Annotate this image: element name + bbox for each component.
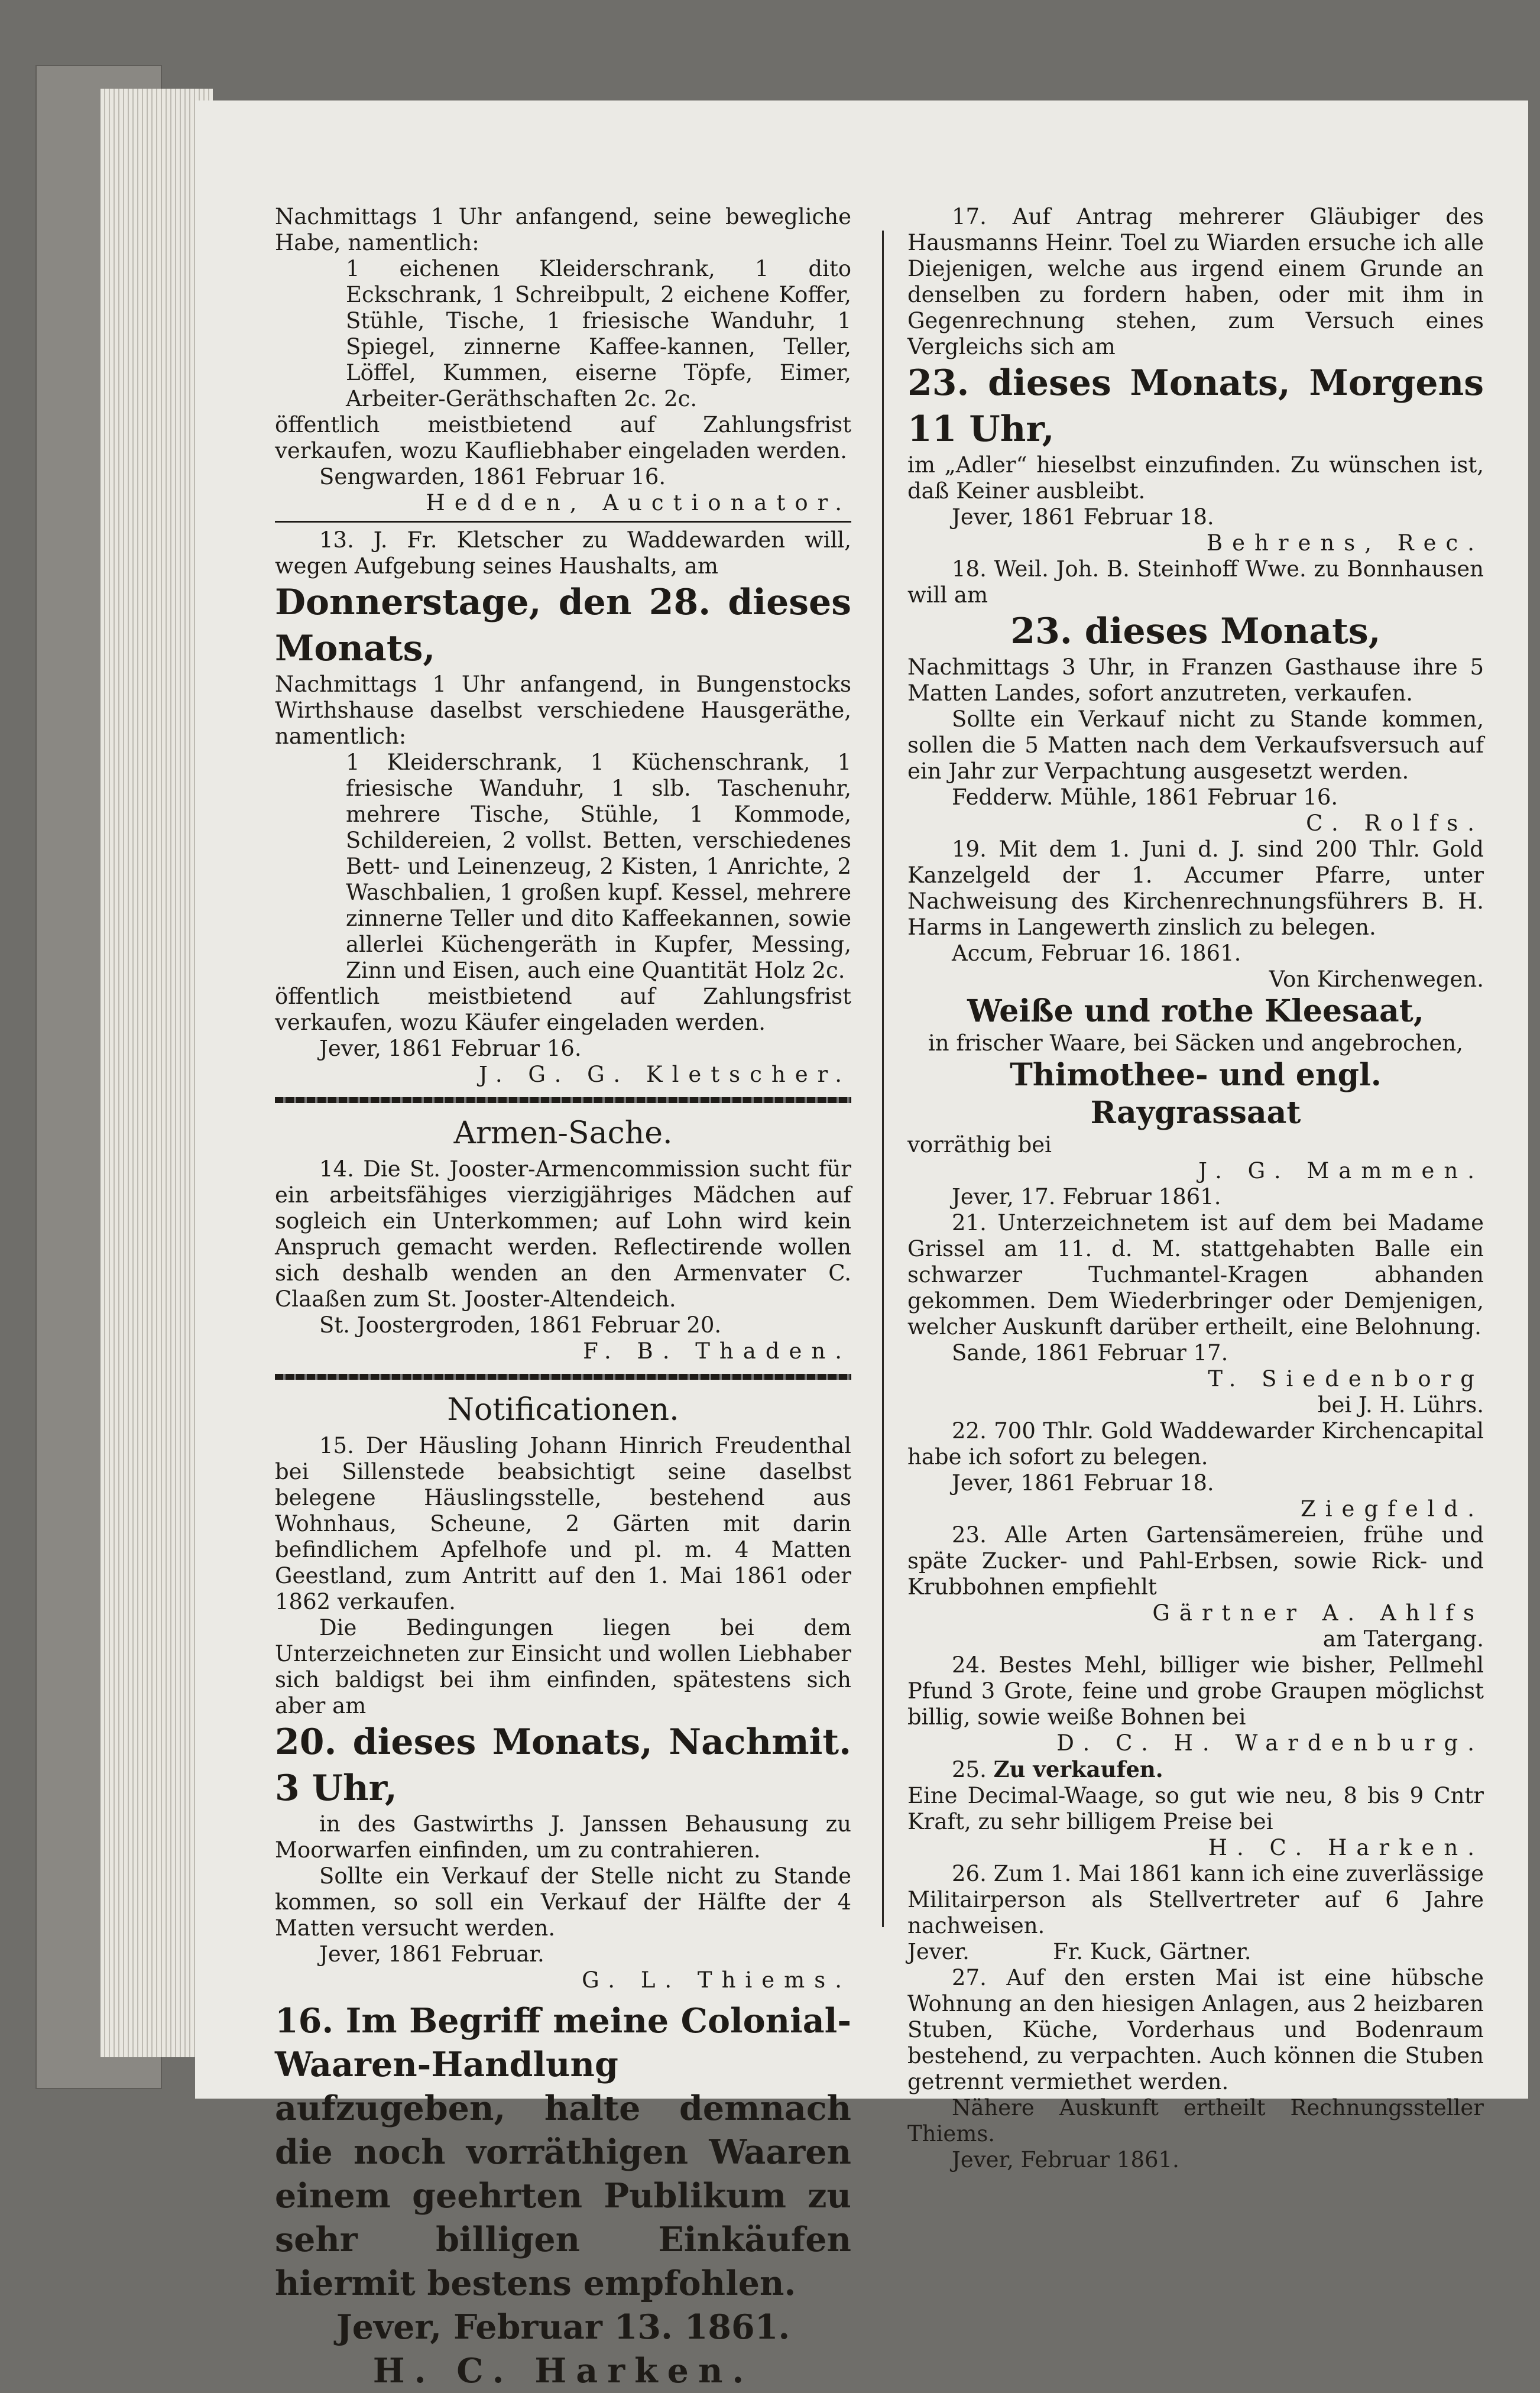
ad15-place: Jever, 1861 Februar. [319,1941,544,1967]
ad20-place: Jever, 17. Februar 1861. [952,1184,1221,1210]
ad12-text: öffentlich meistbietend auf Zahlungsfrist verkaufen, wozu Kaufliebhaber eingeladen werden. [275,412,851,463]
ad13-date: Donnerstage, den 28. dieses Monats, [275,582,851,669]
ad15-text4: Sollte ein Verkauf der Stelle nicht zu Stande kommen, so soll ein Verkauf der Hälfte der 4 Matten versucht werden. [275,1863,851,1941]
separator [275,521,851,523]
ad15-text2: Die Bedingungen liegen bei dem Unterzeichneten zur Einsicht und wollen Liebhaber sich baldigst bei ihm einfinden, spätestens sich aber am [275,1615,851,1718]
ad23-text: 23. Alle Arten Gartensämereien, frühe und späte Zucker- und Pahl-Erbsen, sowie Rick- und Krubbohnen empfiehlt [907,1522,1484,1600]
ad25-title: Zu verkaufen. [993,1756,1163,1782]
ad15-text3: in des Gastwirths J. Janssen Behausung zu Moorwarfen einfinden, um zu contrahieren. [275,1811,851,1863]
ad12-place: Sengwarden, 1861 Februar 16. [319,464,666,489]
ad16-body: Im Begriff meine Colonial-Waaren-Handlung aufzugeben, halte demnach die noch vorräthigen Waaren einem geehrten Publikum zu sehr billigen Einkäufen hiermit bestens empfohlen. [275,2001,851,2303]
ad13-place: Jever, 1861 Februar 16. [319,1036,582,1061]
ad13-signature: J. G. G. Kletscher. [478,1062,851,1087]
ad18-signature: C. Rolfs. [1306,810,1484,836]
ad16-signature: H. C. Harken. [372,2351,754,2391]
ad20-heading: Weiße und rothe Kleesaat, [967,993,1424,1029]
column-divider [882,231,884,1927]
ad15-text: 15. Der Häusling Johann Hinrich Freudenthal bei Sillenstede beabsichtigt seine daselbst belegene Häuslingsstelle, bestehend aus Wohnhaus, Scheune, 2 Gärten mit darin befindlichem Apfelhofe und pl. m. 4 Matten Geestland, zum Antritt auf den 1. Mai 1861 oder 1862 verkaufen. [275,1433,851,1614]
ad21-signature2: bei J. H. Lührs. [1317,1392,1484,1418]
ad25-signature: H. C. Harken. [1208,1835,1484,1860]
ad18-date: 23. dieses Monats, [1010,611,1381,652]
ad12-line: Nachmittags 1 Uhr anfangend, seine bewegliche Habe, namentlich: [275,204,851,255]
ad15-date: 20. dieses Monats, Nachmit. 3 Uhr, [275,1721,851,1809]
ad13-intro: 13. J. Fr. Kletscher zu Waddewarden will, wegen Aufgebung seines Haushalts, am [275,527,851,579]
ad20-line: in frischer Waare, bei Säcken und angebrochen, [928,1030,1464,1056]
ad12-signature: Hedden, Auctionator. [426,490,851,515]
ad13-list: 1 Kleiderschrank, 1 Küchenschrank, 1 friesische Wanduhr, 1 slb. Taschenuhr, mehrere Tische, Stühle, 1 Kommode, Schildereien, 2 vollst. Betten, verschiedenes Bett- und Leinenzeug, 2 Kisten, 1 Anrichte, 2 Waschbalien, 1 großen kupf. Kessel, mehrere zinnerne Teller und dito Kaffeekannen, sowie allerlei Küchengeräth in Kupfer, Messing, Zinn und Eisen, auch eine Quantität Holz 2c. [346,750,851,983]
ad25-heading [907,1756,1484,1783]
ad17-place: Jever, 1861 Februar 18. [952,504,1214,530]
ad22-signature: Ziegfeld. [1301,1496,1484,1522]
ad17-text2: im „Adler“ hieselbst einzufinden. Zu wünschen ist, daß Keiner ausbleibt. [907,452,1484,504]
ad26-text: 26. Zum 1. Mai 1861 kann ich eine zuverlässige Militairperson als Stellvertreter auf 6 Jahre nachweisen. [907,1861,1484,1938]
ad25-text: Eine Decimal-Waage, so gut wie neu, 8 bis 9 Cntr Kraft, zu sehr billigem Preise bei [907,1783,1484,1834]
ad14-text: 14. Die St. Jooster-Armencommission sucht für ein arbeitsfähiges vierzigjähriges Mädchen auf sogleich ein Unterkommen; auf Lohn wird kein Anspruch gemacht werden. Reflectirende wollen sich deshalb wenden an den Armenvater C. Claaßen zum St. Jooster-Altendeich. [275,1156,851,1312]
ad20-signature: J. G. Mammen. [1198,1158,1484,1183]
ad24-signature: D. C. H. Wardenburg. [1056,1730,1484,1756]
ad20-line2: vorräthig bei [907,1132,1052,1157]
right-column [907,204,1484,2173]
ad27-text: 27. Auf den ersten Mai ist eine hübsche Wohnung an den hiesigen Anlagen, aus 2 heizbaren Stuben, Küche, Vorderhaus und Bodenraum bestehend, zu verpachten. Auch können die Stuben getrennt vermiethet werden. [907,1965,1484,2094]
ad21-signature: T. Siedenborg [1208,1366,1484,1392]
ad22-place: Jever, 1861 Februar 18. [952,1470,1214,1496]
left-column [275,204,851,2393]
ad18-place: Fedderw. Mühle, 1861 Februar 16. [952,784,1338,810]
ad17-text: 17. Auf Antrag mehrerer Gläubiger des Hausmanns Heinr. Toel zu Wiarden ersuche ich alle Diejenigen, welche aus irgend einem Grunde an denselben zu fordern haben, oder mit ihm in Gegenrechnung stehen, zum Versuch eines Vergleichs sich am [907,204,1484,359]
ad17-signature: Behrens, Rec. [1206,530,1484,556]
ad23-signature2: am Tatergang. [1322,1626,1484,1652]
ad19-signature: Von Kirchenwegen. [1269,967,1484,992]
ad21-place: Sande, 1861 Februar 17. [952,1340,1228,1366]
ad27-place: Jever, Februar 1861. [952,2147,1179,2172]
section-heading-notificationen: Notificationen. [447,1392,679,1428]
section-rule [275,1097,851,1103]
ad13-text: Nachmittags 1 Uhr anfangend, in Bungenstocks Wirthshause daselbst verschiedene Hausgeräthe, namentlich: [275,672,851,749]
ad26-footer [907,1939,1484,1965]
ad26-place: Jever. [907,1939,970,1964]
ad16-text [275,1999,851,2306]
ad20-heading2: Thimothee- und engl. Raygrassaat [1010,1057,1382,1131]
section-heading-armen: Armen-Sache. [453,1116,673,1151]
ad21-text: 21. Unterzeichnetem ist auf dem bei Madame Grissel am 11. d. M. stattgehabten Balle ein schwarzer Tuchmantel-Kragen abhanden gekommen. Dem Wiederbringer oder Demjenigen, welcher Auskunft darüber ertheilt, eine Belohnung. [907,1210,1484,1340]
ad19-text: 19. Mit dem 1. Juni d. J. sind 200 Thlr. Gold Kanzelgeld der 1. Accumer Pfarre, unter Nachweisung des Kirchenrechnungsführers B. H. Harms in Langewerth zinslich zu belegen. [907,836,1484,940]
ad12-list: 1 eichenen Kleiderschrank, 1 dito Eckschrank, 1 Schreibpult, 2 eichene Koffer, Stühle, Tische, 1 friesische Wanduhr, 1 Spiegel, zinnerne Kaffee-kannen, Teller, Löffel, Kummen, eiserne Töpfe, Eimer, Arbeiter-Geräthschaften 2c. 2c. [346,256,851,411]
ad27-text2: Nähere Auskunft ertheilt Rechnungssteller Thiems. [907,2095,1484,2146]
ad15-signature: G. L. Thiems. [582,1967,851,1993]
ad14-signature: F. B. Thaden. [583,1338,851,1364]
ad16-place: Jever, Februar 13. 1861. [336,2307,790,2347]
ad23-signature: Gärtner A. Ahlfs [1152,1600,1484,1626]
ad18-text2: Nachmittags 3 Uhr, in Franzen Gasthause ihre 5 Matten Landes, sofort anzutreten, verkaufen. [907,654,1484,706]
ad17-date: 23. dieses Monats, Morgens 11 Uhr, [907,362,1484,450]
ad24-text: 24. Bestes Mehl, billiger wie bisher, Pellmehl Pfund 3 Grote, feine und grobe Graupen möglichst billig, sowie weiße Bohnen bei [907,1652,1484,1730]
ad16-number: 16. [275,2001,334,2041]
ad18-text3: Sollte ein Verkauf nicht zu Stande kommen, sollen die 5 Matten nach dem Verkaufsversuch auf ein Jahr zur Verpachtung ausgesetzt werden. [907,706,1484,784]
ad18-text: 18. Weil. Joh. B. Steinhoff Wwe. zu Bonnhausen will am [907,556,1484,608]
ad22-text: 22. 700 Thlr. Gold Waddewarder Kirchencapital habe ich sofort zu belegen. [907,1418,1484,1470]
ad19-place: Accum, Februar 16. 1861. [952,941,1241,966]
ad26-signature: Fr. Kuck, Gärtner. [1053,1939,1252,1964]
ad14-place: St. Joostergroden, 1861 Februar 20. [319,1312,722,1338]
ad13-end: öffentlich meistbietend auf Zahlungsfrist verkaufen, wozu Käufer eingeladen werden. [275,984,851,1035]
section-rule [275,1374,851,1380]
ad25-number: 25. [952,1757,987,1782]
